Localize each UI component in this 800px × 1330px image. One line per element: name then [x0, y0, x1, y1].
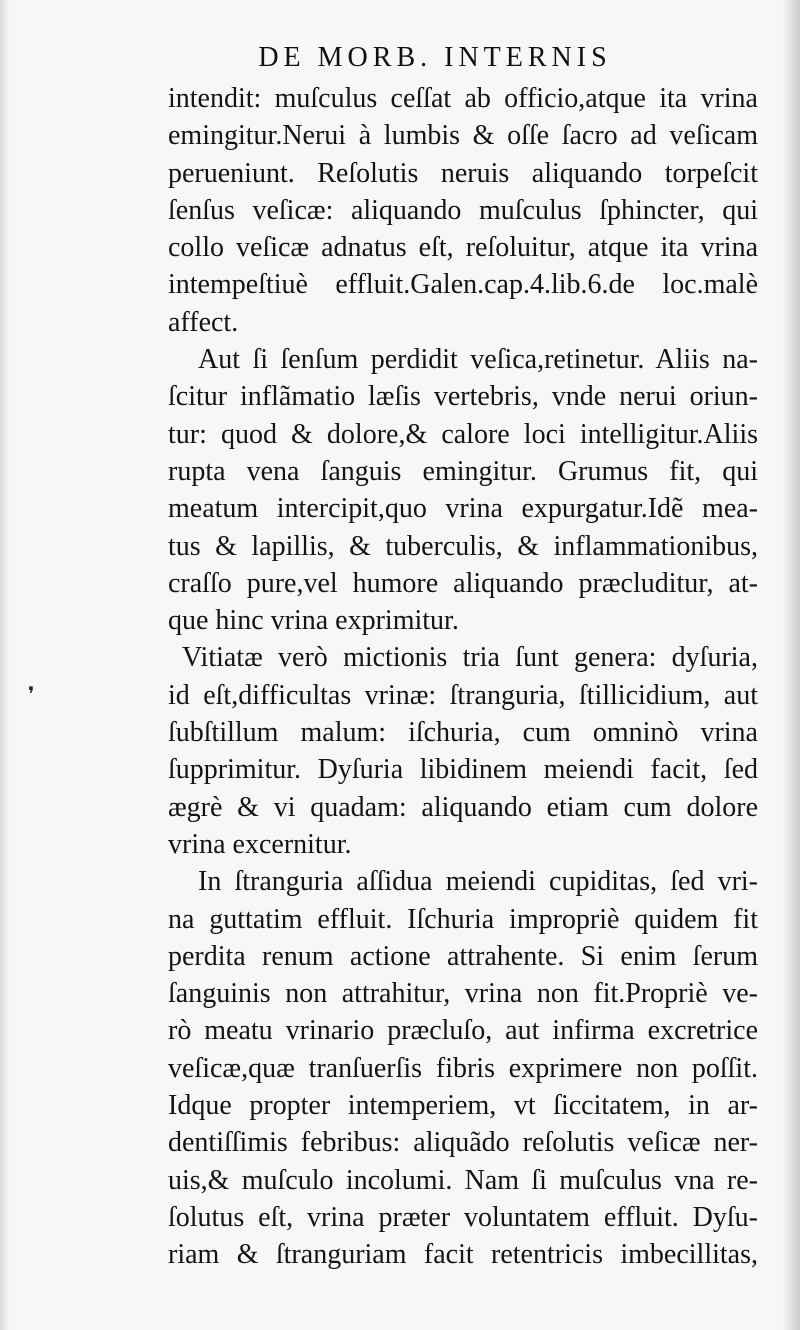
text-line: que hinc vrina exprimitur. [168, 605, 459, 637]
text-line: ſubſtillum malum: iſchuria, cum omninò vrina [168, 717, 758, 749]
text-line: collo veſicæ adnatus eſt, reſoluitur, atque ita vrina [168, 232, 758, 264]
text-line: perueniunt. Reſolutis neruis aliquando torpeſcit [168, 157, 758, 189]
text-line: tur: quod & dolore,& calore loci intelligitur.Aliis [168, 418, 758, 450]
text-line: perdita renum actione attrahente. Si enim ſerum [168, 940, 758, 972]
text-line: Aut ſi ſenſum perdidit veſica,retinetur. Aliis na- [198, 344, 758, 376]
text-line: ſanguinis non attrahitur, vrina non fit.Propriè ve- [168, 978, 758, 1010]
page-body [168, 80, 758, 1274]
text-line: na guttatim effluit. Iſchuria impropriè quidem fit [168, 903, 758, 935]
text-line: veſicæ,quæ tranſuerſis fibris exprimere non poſſit. [168, 1052, 758, 1084]
text-line: rò meatu vrinario præcluſo, aut infirma excretrice [168, 1015, 758, 1047]
text-line: ſenſus veſicæ: aliquando muſculus ſphincter, qui [168, 194, 758, 226]
text-line: meatum intercipit,quo vrina expurgatur.Idẽ mea- [168, 493, 758, 525]
text-line: Vitiatæ verò mictionis tria ſunt genera: dyſuria, [182, 642, 758, 674]
text-line: uis,& muſculo incolumi. Nam ſi muſculus vna re- [168, 1164, 758, 1196]
page-shadow-right [782, 0, 800, 1330]
text-line: dentiſſimis febribus: aliquãdo reſolutis veſicæ ner- [168, 1127, 758, 1159]
text-line: ægrè & vi quadam: aliquando etiam cum dolore [168, 791, 758, 823]
text-line: tus & lapillis, & tuberculis, & inflammationibus, [168, 530, 758, 562]
text-line: emingitur.Nerui à lumbis & oſſe ſacro ad veſicam [168, 120, 758, 152]
text-line: Idque propter intemperiem, vt ſiccitatem, in ar- [168, 1090, 758, 1122]
text-line: vrina excernitur. [168, 828, 352, 860]
text-line: craſſo pure,vel humore aliquando præcluditur, at- [168, 567, 758, 599]
text-line: affect. [168, 306, 239, 338]
margin-speck: ❜ [28, 684, 35, 706]
text-line: intendit: muſculus ceſſat ab officio,atque ita vrina [168, 83, 758, 114]
text-line: id eſt,difficultas vrinæ: ſtranguria, ſtillicidium, aut [168, 679, 758, 711]
text-line: riam & ſtranguriam facit retentricis imbecillitas, [168, 1239, 758, 1271]
text-line: ſolutus eſt, vrina præter voluntatem effluit. Dyſu- [168, 1201, 758, 1233]
text-line: In ſtranguria aſſidua meiendi cupiditas, ſed vri- [198, 866, 758, 898]
text-line: intempeſtiuè effluit.Galen.cap.4.lib.6.de loc.malè [168, 269, 758, 301]
running-header: DE MORB. INTERNIS [258, 42, 612, 73]
text-line: rupta vena ſanguis emingitur. Grumus fit, qui [168, 455, 758, 487]
page-shadow-left [0, 0, 10, 1330]
text-line: ſcitur inflãmatio læſis vertebris, vnde nerui oriun- [168, 381, 758, 413]
text-line: ſupprimitur. Dyſuria libidinem meiendi facit, ſed [168, 754, 758, 786]
